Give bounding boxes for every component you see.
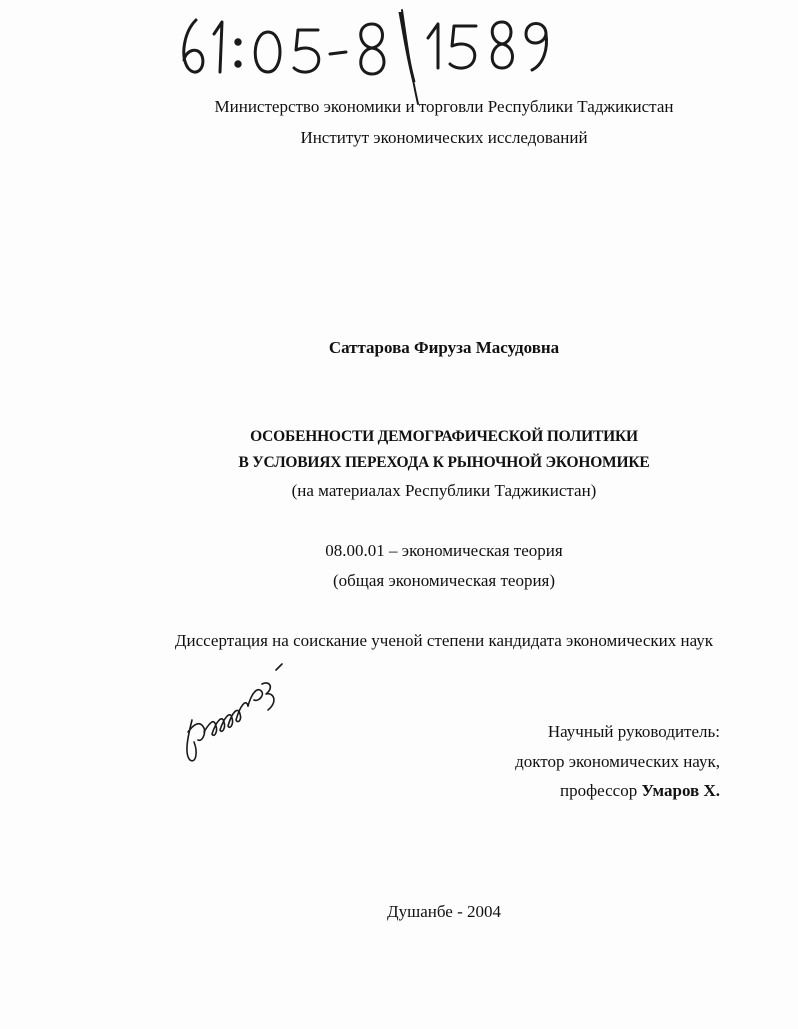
- city-year: Душанбе - 2004: [387, 902, 501, 921]
- supervisor-name: Умаров Х.: [641, 781, 720, 800]
- degree-statement: Диссертация на соискание ученой степени кандидата экономических наук: [174, 631, 714, 650]
- supervisor-degree: доктор экономических наук,: [515, 752, 720, 771]
- handwritten-slash-stroke: [398, 8, 428, 108]
- signature-image: [178, 662, 288, 772]
- supervisor-title-line: [560, 781, 720, 801]
- handwritten-archive-number: [176, 12, 556, 82]
- specialty-name: (общая экономическая теория): [332, 571, 556, 590]
- author-name: Саттарова Фируза Масудовна: [328, 338, 560, 357]
- thesis-title-line-2: В УСЛОВИЯХ ПЕРЕХОДА К РЫНОЧНОЙ ЭКОНОМИКЕ: [238, 454, 650, 471]
- specialty-code: 08.00.01 – экономическая теория: [325, 541, 563, 560]
- supervisor-title: профессор: [560, 781, 638, 800]
- ministry-name: Министерство экономики и торговли Республики Таджикистан: [214, 97, 674, 116]
- thesis-subtitle: (на материалах Республики Таджикистан): [291, 481, 597, 500]
- institute-name: Институт экономических исследований: [300, 128, 588, 147]
- supervisor-label: Научный руководитель:: [547, 722, 720, 741]
- thesis-title-line-1: ОСОБЕННОСТИ ДЕМОГРАФИЧЕСКОЙ ПОЛИТИКИ: [250, 428, 638, 445]
